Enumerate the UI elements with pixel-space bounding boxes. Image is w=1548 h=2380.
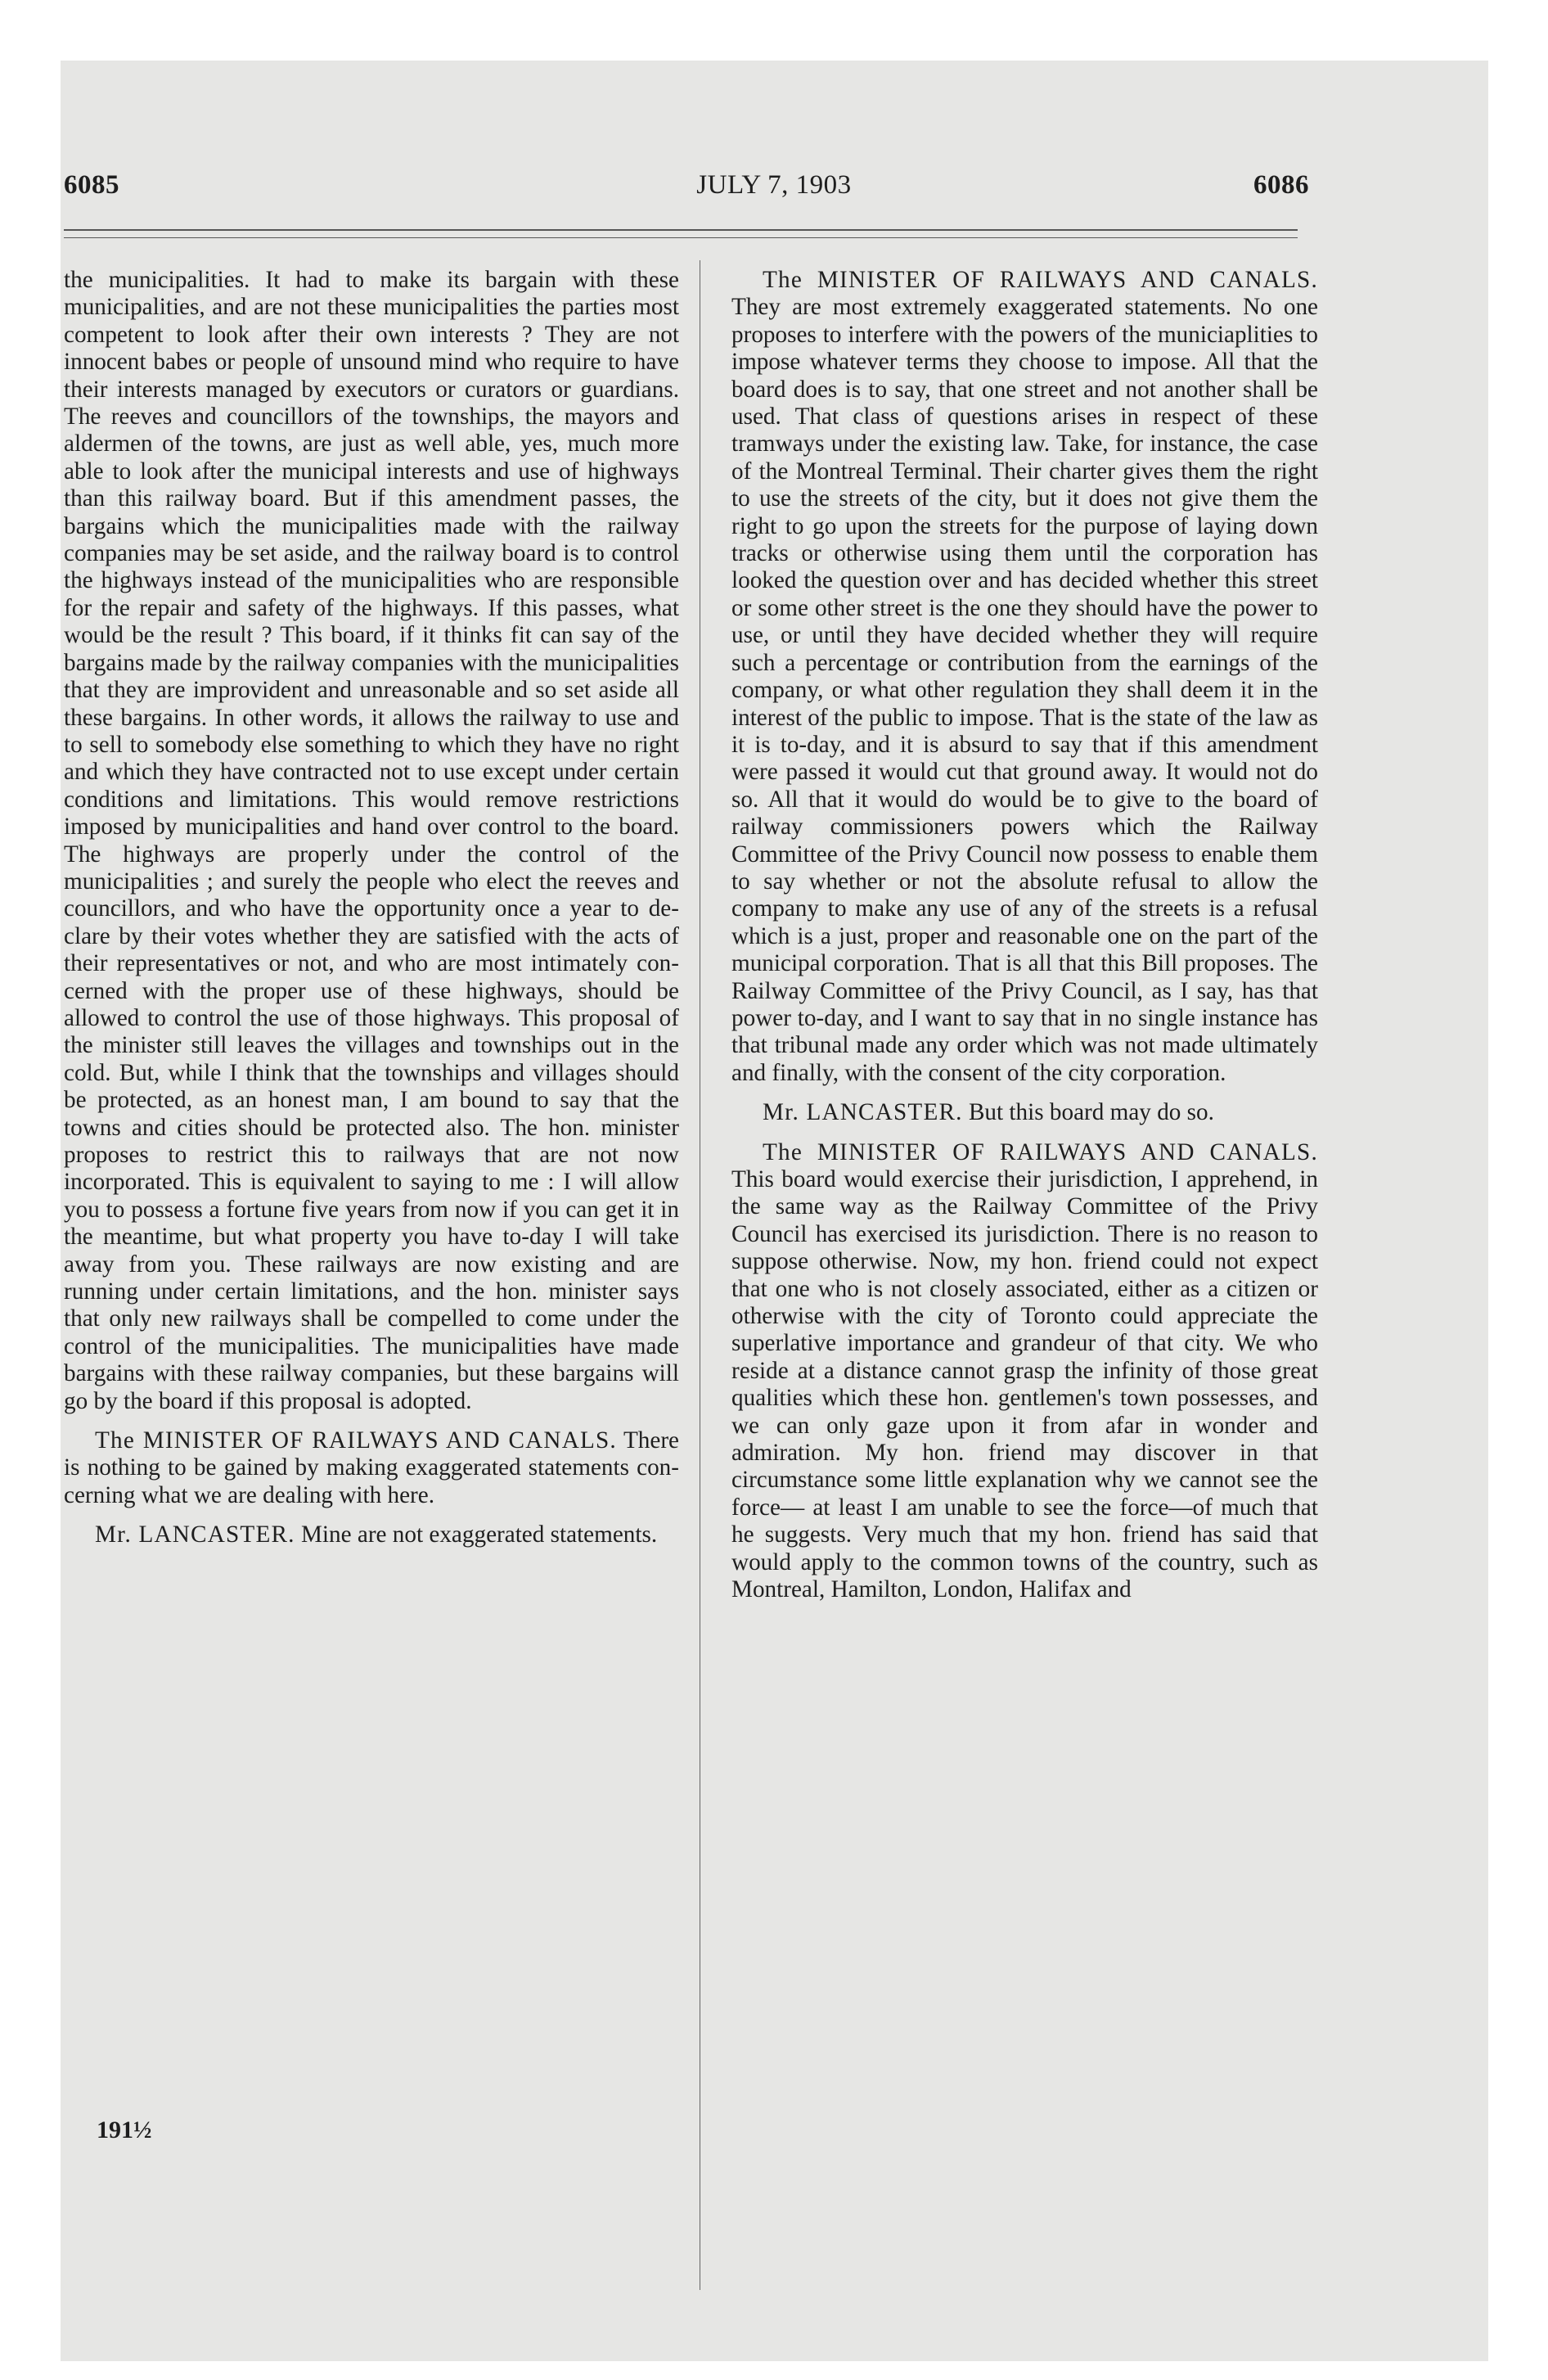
right-page-number: 6086 [1253, 170, 1309, 200]
paragraph-text: But this board may do so. [968, 1099, 1214, 1126]
speaker-name: Mr. LANCASTER. [95, 1521, 295, 1548]
left-page-number: 6085 [64, 170, 119, 200]
paragraph [731, 1139, 1318, 1604]
speaker-name: The MINISTER OF RAILWAYS AND CANALS. [95, 1427, 617, 1454]
paragraph [64, 1427, 679, 1509]
paragraph-text: the municipalities. It had to make its bargain with these municipalities, and are not these municipalities the parties most competent to look after their own interests ? They are not innocent babes or people of unsound mind who require to have their interests managed by executors or curators or guardians. The reeves and councillors of the townships, the mayors and aldermen of the towns, are just as well able, yes, much more able to look after the municipal interests and use of highways than this railway board. But if this amendment passes, the bargains which the municipalities made with the railway companies may be set aside, and the railway board is to control the highways instead of the municipalities who are responsible for the repair and safety of the highways. If this passes, what would be the result ? This board, if it thinks fit can say of the bargains made by the railway companies with the municipalities that they are improvident and unreasonable and so set aside all these bargains. In other words, it allows the railway to use and to sell to somebody else something to which they have no right and which they have contracted not to use except under certain conditions and limitations. This would remove restrictions imposed by municipalities and hand over control to the board. The highways are properly under the control of the municipalities ; and surely the people who elect the reeves and councillors, and who have the opportunity once a year to declare by their votes whether they are satisfied with the acts of their representatives or not, and who are most intimately concerned with the proper use of these highways, should be allowed to control the use of those highways. This proposal of the minister still leaves the villages and townships out in the cold. But, while I think that the townships and villages should be protected, as an honest man, I am bound to say that the towns and cities should be protected also. The hon. minister proposes to restrict this to railways that are not now incorporated. This is equivalent to saying to me : I will allow you to possess a fortune five years from now if you can get it in the meantime, but what property you have to-day I will take away from you. These railways are now existing and are running under certain limitations, and the hon. minister says that only new railways shall be compelled to come under the control of the municipalities. The municipalities have made bargains with these railway companies, but these bargains will go by the board if this proposal is adopted. [64, 267, 679, 1414]
header-rule-thin [64, 237, 1298, 238]
right-column [731, 267, 1318, 1616]
page-date-header: JULY 7, 1903 [696, 170, 852, 200]
left-column [64, 267, 679, 1562]
paragraph [64, 267, 679, 1415]
paragraph [731, 1099, 1318, 1126]
speaker-name: Mr. LANCASTER. [763, 1099, 963, 1126]
folio-number: 191½ [97, 2116, 152, 2143]
paragraph-text: This board would exercise their jurisdiction, I apprehend, in the same way as the Railway Committee of the Privy Council has exercised its jurisdiction. There is no reason to suppose otherwise. Now, my hon. friend could not expect that one who is not closely associated, either as a citizen or otherwise with the city of Toronto could appreciate the superlative importance and grandeur of that city. We who reside at a distance cannot grasp the infinity of those great qualities which these hon. gentlemen's town possesses, and we can only gaze upon it from afar in wonder and admiration. My hon. friend may discover in that circumstance some little explanation why we cannot see the force— at least I am unable to see the force—of much that he suggests. Very much that my hon. friend has said that would apply to the common towns of the country, such as Montreal, Hamilton, London, Halifax and [731, 1166, 1318, 1603]
paragraph-text: Mine are not exaggerated statements. [300, 1521, 658, 1548]
paragraph-text: There is nothing to be gained by making exaggerated statements concerning what we are dealing with here. [64, 1427, 679, 1508]
paragraph-text: They are most extremely exaggerated statements. No one proposes to interfere with the powers of the municiaplities to impose whatever terms they choose to impose. All that the board does is to say, that one street and not another shall be used. That class of questions arises in respect of these tramways under the existing law. Take, for instance, the case of the Montreal Terminal. Their charter gives them the right to use the streets of the city, but it does not give them the right to go upon the streets for the purpose of laying down tracks or otherwise using them until the corporation has looked the question over and has decided whether this street or some other street is the one they should have the power to use, or until they have decided whether they will require such a percentage or contribution from the earnings of the company, or what other regulation they shall deem it in the interest of the public to impose. That is the state of the law as it is to-day, and it is absurd to say that if this amendment were passed it would cut that ground away. It would not do so. All that it would do would be to give to the board of railway commissioners powers which the Railway Committee of the Privy Council now possess to enable them to say whether or not the absolute refusal to allow the company to make any use of any of the streets is a refusal which is a just, proper and reasonable one on the part of the municipal corporation. That is all that this Bill proposes. The Railway Committee of the Privy Council, as I say, has that power to-day, and I want to say that in no single instance has that tribunal made any order which was not made ultimately and finally, with the consent of the city corporation. [731, 294, 1318, 1086]
paragraph [731, 267, 1318, 1087]
speaker-name: The MINISTER OF RAILWAYS AND CANALS. [763, 267, 1318, 293]
speaker-name: The MINISTER OF RAILWAYS AND CANALS. [763, 1138, 1318, 1165]
header-rule [64, 229, 1298, 231]
paragraph [64, 1521, 679, 1548]
